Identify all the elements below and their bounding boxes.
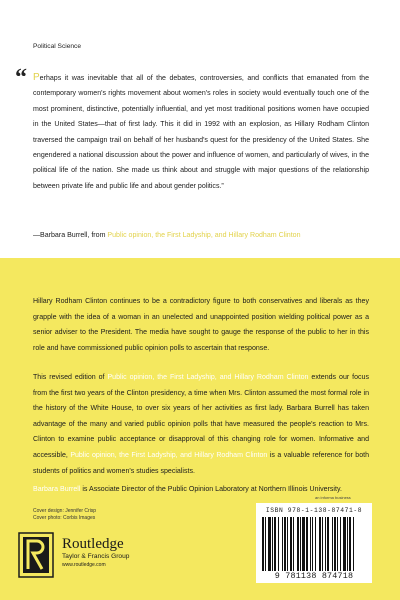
publisher-site: www.routledge.com [62, 562, 106, 568]
p2-text-before: This revised edition of [33, 374, 108, 381]
barcode-stripe [297, 517, 299, 571]
open-quote-mark: “ [15, 65, 27, 91]
review-quote [33, 70, 369, 194]
barcode-stripe [300, 517, 301, 571]
barcode-stripe [268, 517, 271, 571]
barcode-icon [262, 517, 366, 571]
barcode-stripe [302, 517, 305, 571]
barcode-stripe [287, 517, 288, 571]
barcode-stripe [327, 517, 329, 571]
isbn-number: ISBN 978-1-138-87471-8 [265, 507, 363, 514]
barcode-stripe [347, 517, 348, 571]
barcode-stripe [278, 517, 279, 571]
blurb-paragraph-1: Hillary Rodham Clinton continues to be a contradictory figure to both conservatives and liberals as they grapple with the idea of a woman in an unelected and unappointed position wielding political power as a senior adviser to the President. The media have sought to gauge the response of the public to her in this role and have commissioned public opinion polls to ascertain that response. [33, 298, 369, 352]
publisher-name: Routledge [62, 536, 124, 552]
barcode-stripe [290, 517, 292, 571]
attribution-prefix: —Barbara Burrell, from [33, 232, 108, 239]
barcode-stripe [322, 517, 323, 571]
barcode-stripe [312, 517, 313, 571]
barcode-stripe [349, 517, 351, 571]
barcode-stripe [337, 517, 338, 571]
p2-book-title-2: Public opinion, the First Ladyship, and Hillary Rodham Clinton [70, 451, 268, 459]
barcode-stripe [310, 517, 311, 571]
barcode-stripe [343, 517, 346, 571]
barcode-digits: 9 781138 874718 [274, 571, 354, 581]
publisher-block [62, 536, 129, 569]
barcode-stripe [262, 517, 264, 571]
barcode-panel [256, 503, 372, 583]
attribution-book-title: Public opinion, the First Ladyship, and Hillary Rodham Clinton [107, 232, 301, 239]
barcode-stripe [334, 517, 336, 571]
publisher-group: Taylor & Francis Group [62, 553, 130, 560]
dropcap-letter: P [33, 72, 40, 83]
category-label: Political Science [33, 43, 82, 50]
barcode-stripe [306, 517, 308, 571]
cover-credits [33, 508, 96, 522]
barcode-stripe [353, 517, 354, 571]
barcode-stripe [265, 517, 266, 571]
author-bio-text: is Associate Director of the Public Opinion Laboratory at Northern Illinois University. [80, 486, 342, 493]
barcode-stripe [293, 517, 294, 571]
barcode-stripe [319, 517, 321, 571]
p2-text-middle: extends our focus from the first two years of the Clinton presidency, a time when Mrs. Clinton assumed the most formal role in the history of the White House, to over six years of her activities as first lady. Barbara Burrell has taken advantage of the many and varied public opinion polls that have measured the people's reaction to Mrs. Clinton to examine public acceptance or disapproval of this changing role for women. Informative and accessible, [33, 374, 369, 459]
p2-book-title: Public opinion, the First Ladyship, and Hillary Rodham Clinton [107, 374, 309, 381]
blurb-paragraph-2 [33, 370, 369, 479]
photo-credit: Cover photo: Corbis Images [33, 515, 96, 521]
barcode-stripe [272, 517, 273, 571]
blurb-panel [0, 258, 400, 600]
p2-text-after: is a valuable reference for both students of politics and women's studies specialists. [33, 451, 369, 475]
quote-body: erhaps it was inevitable that all of the debates, controversies, and conflicts that emanated from the contemporary women's rights movement about women's roles in society would eventually touch one of the most prominent, distinctive, potentially influential, and yet most traditional positions women have occupied in the United States—that of first lady. This it did in 1992 with an explosion, as Hillary Rodham Clinton traversed the campaign trail on behalf of her husband's quest for the presidency of the United States. She engendered a national discussion about the power and influence of women, and particularly of wives, in the political life of the nation. She made us think about and struggle with major questions of the relationship between private life and public life and about gender politics.” [33, 75, 369, 190]
barcode-stripe [340, 517, 341, 571]
design-credit: Cover design: Jennifer Crisp [33, 508, 97, 514]
quote-panel [0, 0, 400, 258]
routledge-logo-icon [16, 531, 56, 581]
quote-attribution [33, 232, 301, 239]
barcode-stripe [332, 517, 333, 571]
barcode-stripe [315, 517, 316, 571]
barcode-stripe [325, 517, 326, 571]
barcode-stripe [282, 517, 283, 571]
author-name: Barbara Burrell [33, 486, 81, 493]
barcode-stripe [274, 517, 276, 571]
informa-tagline: an informa business [315, 495, 351, 500]
barcode-stripe [284, 517, 286, 571]
